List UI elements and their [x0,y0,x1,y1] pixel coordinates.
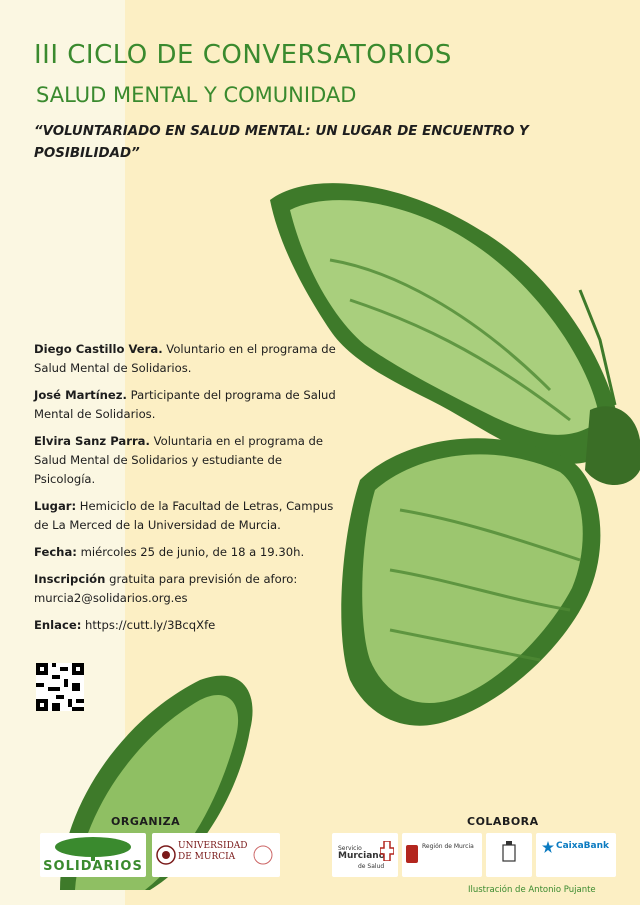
caixabank-logo: CaixaBank [536,833,616,877]
page-subtitle: SALUD MENTAL Y COMUNIDAD [36,83,357,107]
date: Fecha: miércoles 25 de junio, de 18 a 19.30h. [34,545,305,559]
ayuntamiento-logo [486,833,532,877]
link: Enlace: https://cutt.ly/3BcqXfe [34,618,216,632]
page-title: III CICLO DE CONVERSATORIOS [34,40,452,70]
speaker-item: Diego Castillo Vera. Voluntario en el programa de Salud Mental de Solidarios. [34,342,336,375]
colabora-label: COLABORA [467,815,539,828]
event-theme: “VOLUNTARIADO EN SALUD MENTAL: UN LUGAR DE ENCUENTRO Y POSIBILIDAD” [34,124,529,161]
solidarios-logo: SOLIDARIOS [40,833,146,877]
cross-icon [380,841,394,861]
university-seal-icon [156,843,176,867]
qr-code[interactable] [36,663,84,711]
speaker-item: José Martínez. Participante del programa de Salud Mental de Solidarios. [34,388,336,421]
email-link[interactable]: murcia2@solidarios.org.es [34,591,188,605]
crest-icon [501,841,517,863]
partner-seal-icon [252,845,274,865]
universidad-murcia-logo: UNIVERSIDAD DE MURCIA [152,833,280,877]
venue: Lugar: Hemiciclo de la Facultad de Letras, Campus de La Merced de la Universidad de Murcia. [34,499,334,532]
speaker-item: Elvira Sanz Parra. Voluntaria en el programa de Salud Mental de Solidarios y estudiante de Psicología. [34,434,324,486]
illustration-credit: Ilustración de Antonio Pujante [468,885,596,895]
organiza-label: ORGANIZA [111,815,181,828]
region-murcia-logo: Región de Murcia [402,833,482,877]
url-link[interactable]: https://cutt.ly/3BcqXfe [81,618,216,632]
event-info [34,340,344,643]
registration: Inscripción gratuita para previsión de aforo: murcia2@solidarios.org.es [34,572,298,605]
coat-of-arms-icon [405,843,419,865]
servicio-murciano-salud-logo: Servicio Murciano de Salud [332,833,398,877]
star-icon [542,841,554,853]
